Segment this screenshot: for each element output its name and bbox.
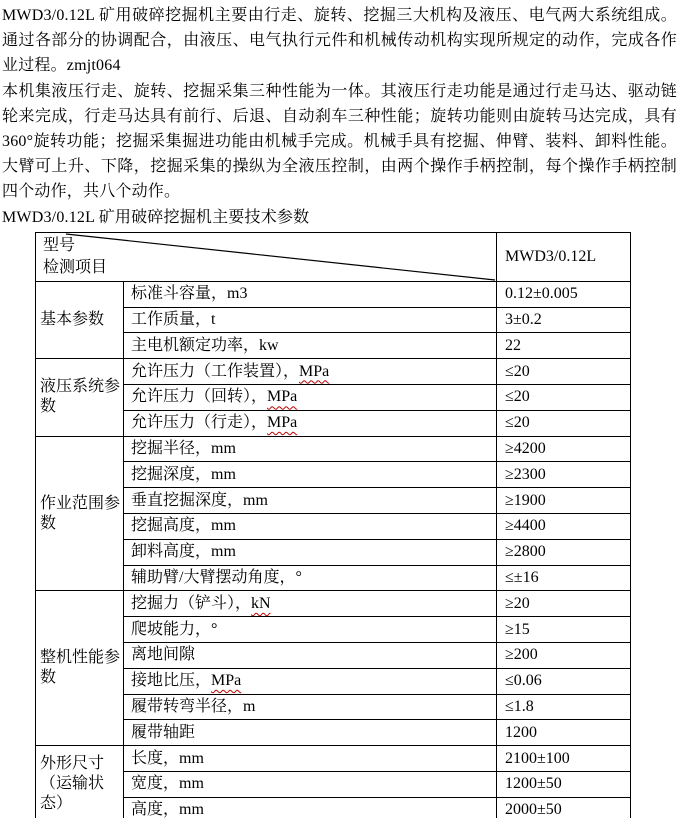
table-row: [36, 488, 631, 514]
table-header-row: [36, 232, 631, 281]
param-name-cell: 标准斗容量，m3: [124, 281, 497, 307]
param-name-cell: 垂直挖掘深度，mm: [124, 488, 497, 514]
param-value-cell: ≥15: [497, 617, 631, 643]
table-row: [36, 462, 631, 488]
param-name-cell: [124, 385, 497, 411]
param-value-cell: ≥4400: [497, 514, 631, 540]
param-name: 接地比压，: [131, 672, 212, 690]
param-value-cell: 2000±50: [497, 797, 631, 818]
misspelled-unit: kN: [251, 594, 271, 612]
param-name-cell: 卸料高度，mm: [124, 539, 497, 565]
param-name: 挖掘力（铲斗），: [131, 594, 252, 612]
param-value-cell: ≤20: [497, 385, 631, 411]
param-value-cell: ≤20: [497, 410, 631, 436]
param-value-cell: ≥20: [497, 591, 631, 617]
param-name-cell: 挖掘深度，mm: [124, 462, 497, 488]
corner-label-model: 型号: [43, 236, 76, 254]
param-name-cell: 离地间隙: [124, 642, 497, 668]
param-value-cell: ≤0.06: [497, 668, 631, 694]
table-row: [36, 694, 631, 720]
param-name-cell: 工作质量，t: [124, 307, 497, 333]
misspelled-unit: MPa: [211, 672, 242, 690]
model-header-cell: MWD3/0.12L: [497, 232, 631, 281]
param-value-cell: ≥1900: [497, 488, 631, 514]
table-row: [36, 591, 631, 617]
param-value-cell: ≥4200: [497, 436, 631, 462]
header-corner-cell: [36, 232, 497, 281]
group-cell-dimensions: 外形尺寸（运输状态）: [36, 746, 124, 818]
intro-paragraph: MWD3/0.12L 矿用破碎挖掘机主要由行走、旋转、挖掘三大机构及液压、电气两大系统组成。通过各部分的协调配合，由液压、电气执行元件和机械传动机构实现所规定的动作，完成各作业过程。zmjt064: [2, 7, 677, 75]
table-row: [36, 514, 631, 540]
misspelled-unit: MPa: [267, 388, 298, 406]
param-name-cell: 长度，mm: [124, 746, 497, 772]
param-name-cell: 辅助臂/大臂摆动角度，°: [124, 565, 497, 591]
table-row: [36, 565, 631, 591]
param-value-cell: ≤1.8: [497, 694, 631, 720]
param-value-cell: ≥2800: [497, 539, 631, 565]
param-name-cell: 宽度，mm: [124, 771, 497, 797]
group-cell-machine-performance: 整机性能参数: [36, 591, 124, 746]
table-row: [36, 359, 631, 385]
param-value-cell: 2100±100: [497, 746, 631, 772]
table-row: [36, 668, 631, 694]
param-name-cell: 履带转弯半径，m: [124, 694, 497, 720]
param-value-cell: 1200: [497, 720, 631, 746]
param-name-cell: 挖掘高度，mm: [124, 514, 497, 540]
misspelled-unit: MPa: [299, 362, 330, 380]
table-row: [36, 642, 631, 668]
param-name-cell: [124, 668, 497, 694]
group-cell-working-range: 作业范围参数: [36, 436, 124, 591]
param-value-cell: ≤±16: [497, 565, 631, 591]
table-row: [36, 307, 631, 333]
corner-label-items: 检测项目: [43, 258, 108, 276]
param-value-cell: 0.12±0.005: [497, 281, 631, 307]
param-name-cell: [124, 591, 497, 617]
table-row: [36, 797, 631, 818]
table-row: [36, 436, 631, 462]
group-cell-hydraulic: 液压系统参数: [36, 359, 124, 436]
spec-table: [35, 232, 631, 818]
param-name: 允许压力（回转），: [131, 388, 268, 406]
param-name: 允许压力（行走），: [131, 414, 268, 432]
param-name-cell: 挖掘半径，mm: [124, 436, 497, 462]
group-cell-basic: 基本参数: [36, 281, 124, 358]
table-row: [36, 720, 631, 746]
table-row: [36, 746, 631, 772]
param-name-cell: 履带轴距: [124, 720, 497, 746]
table-row: [36, 410, 631, 436]
param-name: 允许压力（工作装置），: [131, 362, 300, 380]
table-row: [36, 333, 631, 359]
param-value-cell: ≥200: [497, 642, 631, 668]
param-name-cell: 爬坡能力，°: [124, 617, 497, 643]
param-name-cell: 高度，mm: [124, 797, 497, 818]
param-name-cell: [124, 410, 497, 436]
table-row: [36, 385, 631, 411]
table-title: MWD3/0.12L 矿用破碎挖掘机主要技术参数: [2, 208, 310, 226]
param-name-cell: 主电机额定功率，kw: [124, 333, 497, 359]
param-value-cell: 22: [497, 333, 631, 359]
table-row: [36, 771, 631, 797]
param-name-cell: [124, 359, 497, 385]
param-value-cell: ≤20: [497, 359, 631, 385]
table-row: [36, 617, 631, 643]
param-value-cell: 1200±50: [497, 771, 631, 797]
features-paragraph: 本机集液压行走、旋转、挖掘采集三种性能为一体。其液压行走功能是通过行走马达、驱动链轮来完成，行走马达具有前行、后退、自动刹车三种性能；旋转功能则由旋转马达完成，具有 360°旋转功能；挖掘采集掘进功能由机械手完成。机械手具有挖掘、伸臂、装料、卸料性能。大臂可上升、下降，挖掘采集的操纵为全液压控制，由两个操作手柄控制，每个操作手柄控制四个动作，共八个动作。: [2, 82, 677, 201]
table-row: [36, 539, 631, 565]
param-value-cell: ≥2300: [497, 462, 631, 488]
misspelled-unit: MPa: [267, 414, 298, 432]
param-value-cell: 3±0.2: [497, 307, 631, 333]
table-row: [36, 281, 631, 307]
